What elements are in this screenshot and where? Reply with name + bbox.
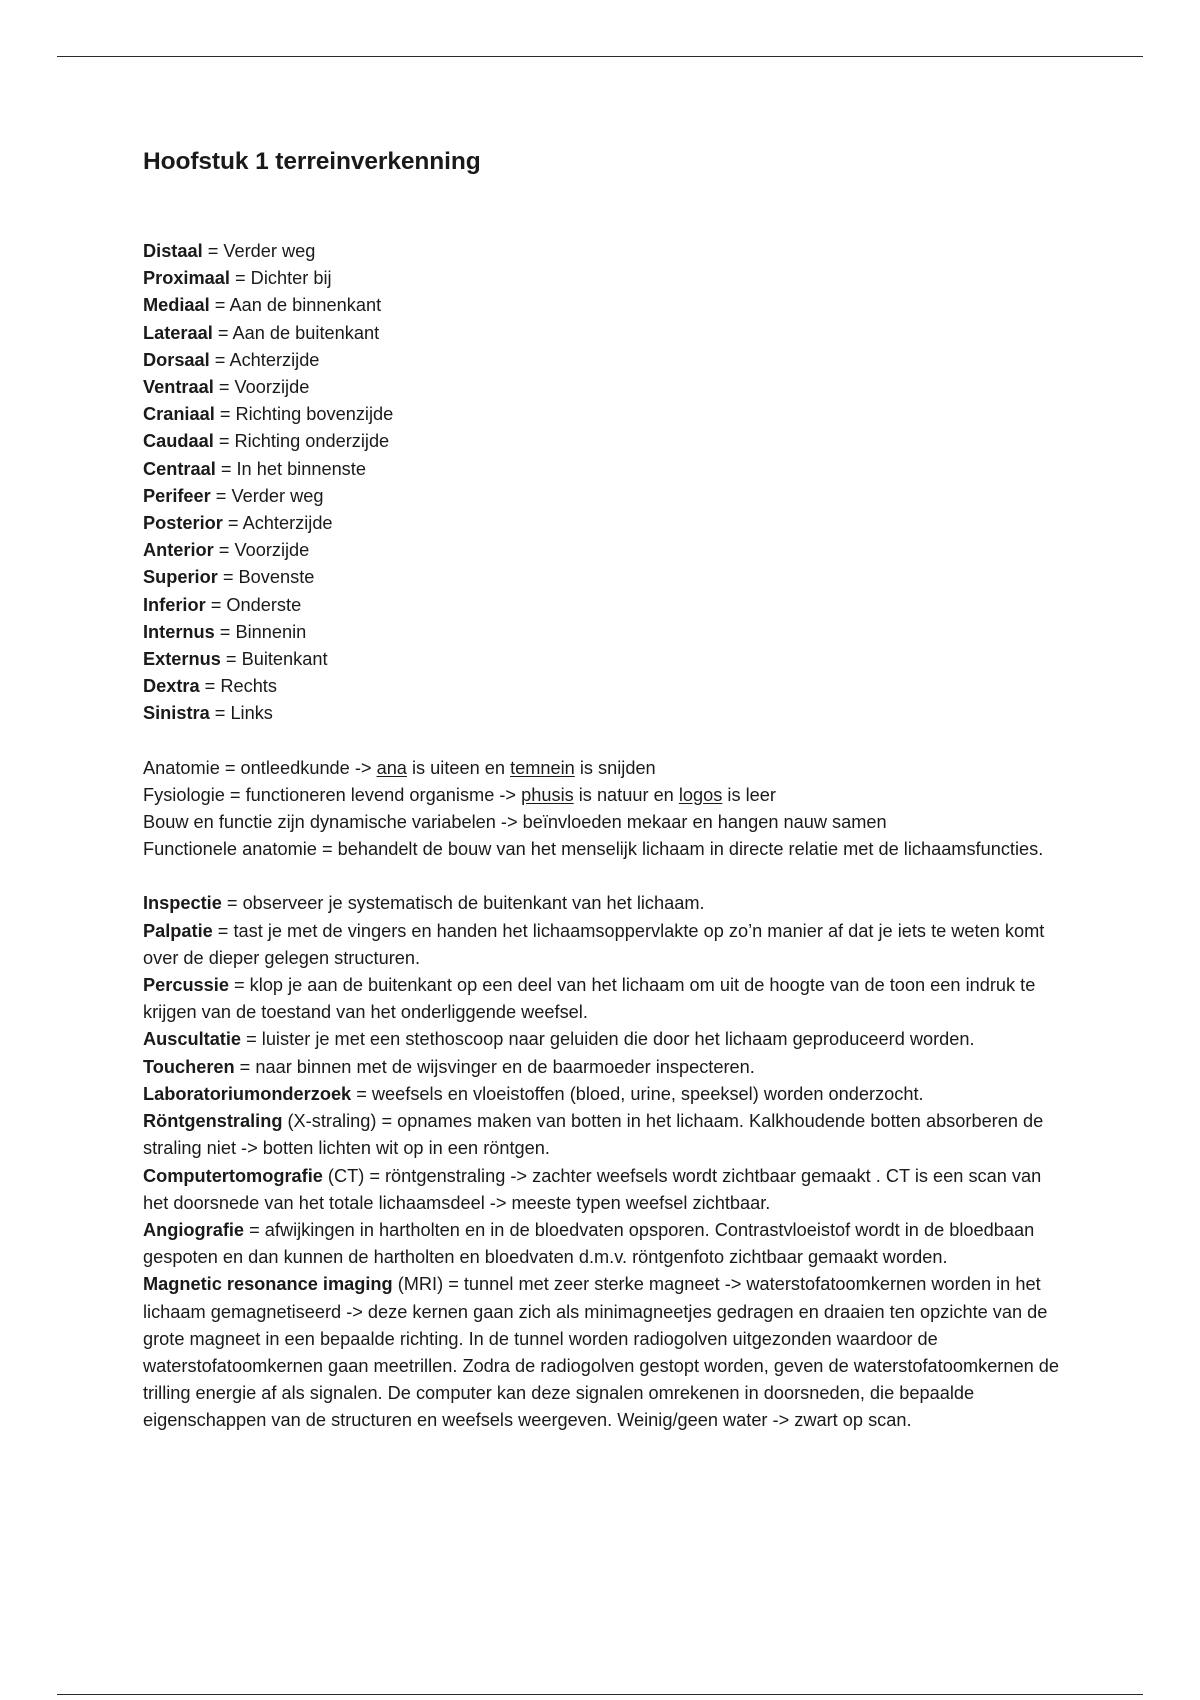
methods-section [143,890,1068,1434]
term: Inferior [143,594,206,615]
fysiologie-text: is leer [722,784,776,805]
header-rule [57,56,1143,57]
underlined-word: ana [376,757,407,778]
term: Superior [143,567,218,588]
term-line [143,320,1068,347]
term-line [143,700,1068,727]
term-definition: = Onderste [205,594,302,615]
method-text: (MRI) = tunnel met zeer sterke magneet -> waterstofatoomkernen worden in het lichaam gemagnetiseerd -> deze kernen gaan zich als minimagneetjes gedragen en draaien ten opzichte van de grote magneet in een bepaalde richting. In de tunnel worden radiogolven uitgezonden waardoor de waterstofatoomkernen gaan meetrillen. Zodra de radiogolven gestopt worden, geven de waterstofatoomkernen de trilling energie af als signalen. De computer kan deze signalen omrekenen in doorsneden, die bepaalde eigenschappen van de structuren en weefsels weergeven. Weinig/geen water -> zwart op scan. [143,1274,1059,1431]
method-term: Computertomografie [143,1165,323,1186]
method-paragraph [143,890,1068,917]
term: Dextra [143,676,200,697]
term-line [143,401,1068,428]
term-definition: = Aan de binnenkant [209,295,382,316]
term-line [143,483,1068,510]
bouw-line: Bouw en functie zijn dynamische variabelen -> beïnvloeden mekaar en hangen nauw samen [143,812,887,833]
term-definition: = Verder weg [210,485,324,506]
term-line [143,428,1068,455]
paragraph-gap [143,863,1068,890]
term-line [143,673,1068,700]
term: Internus [143,621,215,642]
method-term: Laboratoriumonderzoek [143,1083,352,1104]
method-term: Inspectie [143,893,222,914]
term: Externus [143,649,221,670]
functionele-paragraph: Functionele anatomie = behandelt de bouw van het menselijk lichaam in directe relatie met de lichaamsfuncties. [143,839,1044,860]
term-definition: = Verder weg [202,241,316,261]
method-paragraph [143,1163,1068,1217]
term-definition: = Achterzijde [222,513,333,534]
term-definition: = Buitenkant [220,649,328,670]
term: Lateraal [143,322,213,343]
fysiologie-text: is natuur en [573,784,679,805]
method-term: Palpatie [143,920,213,941]
term: Anterior [143,540,214,561]
method-text: = luister je met een stethoscoop naar geluiden die door het lichaam geproduceerd worden. [241,1029,975,1050]
term-line [143,265,1068,292]
fysiologie-line [143,782,1068,809]
term-definition: = Binnenin [214,621,307,642]
method-paragraph [143,972,1068,1026]
term: Caudaal [143,431,214,452]
term-definition: = Bovenste [217,567,315,588]
anatomie-text: is uiteen en [406,757,511,778]
term-line [143,537,1068,564]
term: Perifeer [143,485,211,506]
method-text: (CT) = röntgenstraling -> zachter weefsels wordt zichtbaar gemaakt . CT is een scan van het doorsnede van het totale lichaamsdeel -> meeste typen weefsel zichtbaar. [143,1165,1042,1213]
method-text: = afwijkingen in hartholten en in de bloedvaten opsporen. Contrastvloeistof wordt in de bloedbaan gespoten en dan kunnen de hartholten en bloedvaten d.m.v. röntgenfoto zichtbaar gemaakt worden. [143,1219,1035,1268]
term-line [143,292,1068,319]
method-term: Röntgenstraling [143,1111,283,1132]
method-text: = tast je met de vingers en handen het lichaamsoppervlakte op zo’n manier af dat je iets te weten komt over de dieper gelegen structuren. [143,920,1045,968]
term-definition: = Links [209,703,273,724]
method-text: = naar binnen met de wijsvinger en de baarmoeder inspecteren. [234,1056,755,1077]
term: Distaal [143,241,203,261]
footer-rule [57,1694,1143,1695]
term-definition: = Voorzijde [213,540,310,561]
fysiologie-text: Fysiologie = functioneren levend organisme -> [143,784,522,805]
term: Mediaal [143,295,210,316]
paragraph-gap [143,728,1068,755]
underlined-word: temnein [510,757,575,778]
intro-section [143,755,1068,864]
method-paragraph [143,1054,1068,1081]
term-line [143,592,1068,619]
term-definition: = Richting bovenzijde [214,404,394,425]
method-term: Magnetic resonance imaging [143,1274,393,1295]
anatomie-text: is snijden [574,757,656,778]
term-line [143,347,1068,374]
method-text: = observeer je systematisch de buitenkant van het lichaam. [221,893,705,914]
document-page [143,142,1068,1435]
term: Dorsaal [143,349,210,370]
term-definition: = Dichter bij [229,268,332,289]
term-definition: = In het binnenste [215,458,366,479]
method-text: = weefsels en vloeistoffen (bloed, urine, speeksel) worden onderzocht. [351,1083,924,1104]
method-paragraph [143,1217,1068,1271]
term-line [143,564,1068,591]
method-text: = klop je aan de buitenkant op een deel van het lichaam om uit de hoogte van de toon een indruk te krijgen van de toestand van het onderliggende weefsel. [143,975,1036,1023]
method-paragraph [143,1271,1068,1434]
underlined-word: logos [678,784,723,805]
term-definition: = Rechts [199,676,277,697]
term-line [143,646,1068,673]
term-definition: = Richting onderzijde [213,431,390,452]
term: Craniaal [143,404,215,425]
term-line [143,619,1068,646]
term-definition: = Achterzijde [209,349,320,370]
terms-list [143,238,1068,728]
method-paragraph [143,918,1068,972]
term-line [143,456,1068,483]
term: Ventraal [143,377,214,398]
page-title: Hoofstuk 1 terreinverkenning [143,148,481,175]
term-line [143,510,1068,537]
method-term: Toucheren [143,1056,235,1077]
term-line [143,238,1068,265]
term: Sinistra [143,703,210,724]
anatomie-line [143,755,1068,782]
term-line [143,374,1068,401]
term-definition: = Voorzijde [213,377,310,398]
term: Posterior [143,513,223,534]
method-term: Percussie [143,975,229,996]
method-term: Auscultatie [143,1029,242,1050]
method-paragraph [143,1108,1068,1162]
underlined-word: phusis [521,784,574,805]
term-definition: = Aan de buitenkant [212,322,380,343]
method-paragraph [143,1026,1068,1053]
term: Centraal [143,458,216,479]
method-text: (X-straling) = opnames maken van botten in het lichaam. Kalkhoudende botten absorberen de straling niet -> botten lichten wit op in een röntgen. [143,1111,1044,1159]
method-paragraph [143,1081,1068,1108]
anatomie-text: Anatomie = ontleedkunde -> [143,757,377,778]
method-term: Angiografie [143,1219,245,1240]
term: Proximaal [143,268,230,289]
